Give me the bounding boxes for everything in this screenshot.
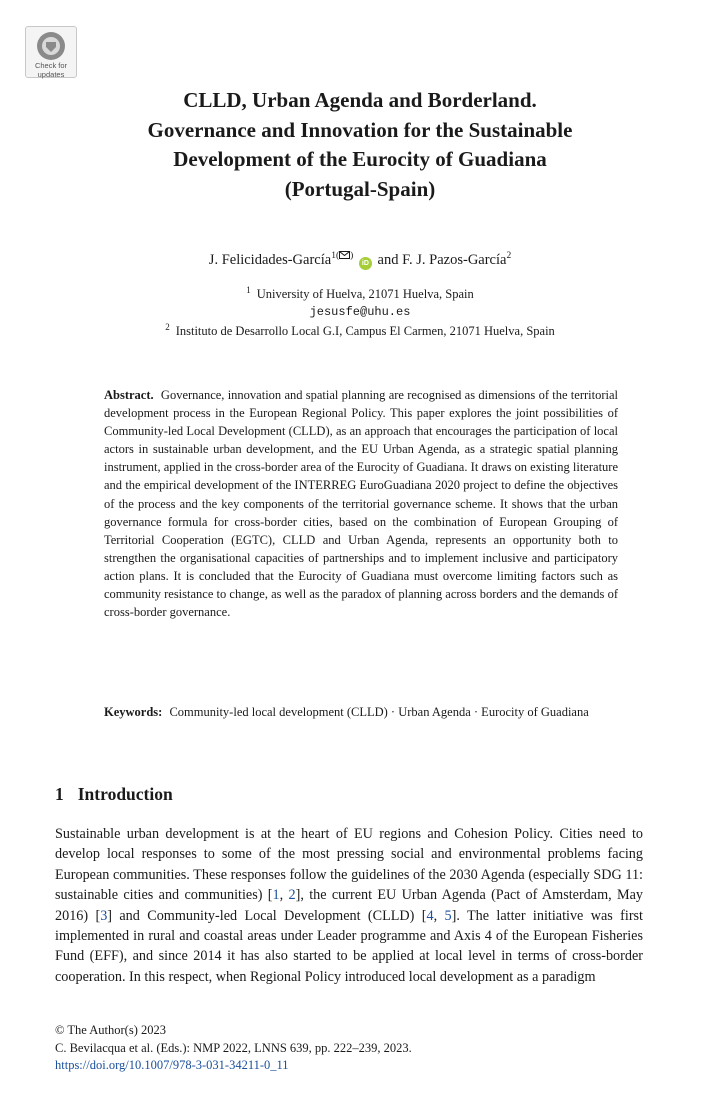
author-1-affiliation: 1( ) — [331, 251, 354, 261]
author-conjunction: and — [377, 252, 399, 268]
title-line-4: (Portugal-Spain) — [284, 176, 436, 201]
section-number: 1 — [55, 784, 64, 804]
title-line-1: CLLD, Urban Agenda and Borderland. — [183, 88, 537, 112]
body-text-3: ] and Community-led Local Development (CLLD) [ — [107, 907, 427, 924]
affiliation-1-text: University of Huelva, 21071 Huelva, Spain — [256, 287, 474, 301]
title-line-2: Governance and Innovation for the Sustainable — [147, 117, 573, 142]
keywords-label: Keywords: — [104, 705, 163, 719]
body-text-2: ], the current EU Urban Agenda (Pact of Amsterdam, May 2016) [ — [55, 887, 643, 924]
citation-3[interactable]: 3 — [100, 907, 108, 924]
citation-4[interactable]: 4 — [426, 907, 434, 924]
citation-1[interactable]: 1 — [272, 887, 280, 904]
section-title: Introduction — [77, 784, 173, 804]
affiliation-1-number: 1 — [246, 285, 251, 295]
section-heading — [55, 782, 173, 806]
check-for-updates-icon — [36, 31, 66, 61]
envelope-icon[interactable] — [339, 251, 350, 259]
author-email[interactable]: jesusfe@uhu.es — [309, 305, 411, 319]
body-text-1: Sustainable urban development is at the heart of EU regions and Cohesion Policy. Cities need to develop local responses to some of the most pressing social and environmental problems facing European communities. These responses follow the guidelines of the 2030 Agenda (especially SDG 11: sustainable cities and communities) [ — [55, 826, 643, 904]
doi-link[interactable]: https://doi.org/10.1007/978-3-031-34211-0_11 — [55, 1058, 289, 1072]
citation-line: C. Bevilacqua et al. (Eds.): NMP 2022, LNNS 639, pp. 222–239, 2023. — [55, 1040, 412, 1055]
affiliation-1 — [0, 286, 720, 303]
abstract — [104, 386, 618, 621]
check-for-updates-badge[interactable] — [25, 26, 77, 78]
affiliation-2 — [0, 323, 720, 340]
introduction-paragraph — [55, 824, 643, 987]
author-2-affiliation: 2 — [506, 251, 512, 261]
footer — [55, 1022, 655, 1075]
keywords-text: Community-led local development (CLLD) · Urban Agenda · Eurocity of Guadiana — [169, 705, 589, 719]
citation-separator-2: , — [433, 907, 445, 924]
keywords — [104, 703, 618, 722]
citation-separator-1: , — [279, 887, 289, 904]
copyright-line: © The Author(s) 2023 — [55, 1023, 166, 1037]
affiliation-2-text: Instituto de Desarrollo Local G.I, Campus El Carmen, 21071 Huelva, Spain — [175, 324, 555, 338]
abstract-text: Governance, innovation and spatial planning are recognised as dimensions of the territorial development process in the European Regional Policy. This paper explores the joint possibilities of Community-led Local Development (CLLD), as an approach that encourages the participation of local actors in sustainable urban development, and the EU Urban Agenda, as a strategic spatial planning instrument, applied in the cross-border area of the Eurocity of Guadiana. It draws on existing literature and the empirical development of the INTERREG EuroGuadiana 2020 project to define the objectives of the process and the key components of the territorial governance scheme. It shows that the urban governance formula for cross-border cities, based on the combination of European Grouping of Territorial Cooperation (EGTC), CLLD and Urban Agenda, represents an opportunity both to strengthen the organisational capacities of partnerships and to implement inclusive and participatory action plans. It is concluded that the Eurocity of Guadiana must overcome limiting factors such as community resistance to change, as well as the paradox of planning across borders and the demands of cross-border governance. — [104, 388, 618, 620]
paper-title — [0, 86, 720, 204]
badge-line-2: updates — [37, 70, 65, 79]
author-1-name: J. Felicidades-García — [208, 252, 332, 268]
citation-5[interactable]: 5 — [444, 907, 452, 924]
orcid-icon[interactable]: iD — [359, 257, 372, 270]
author-2-name: F. J. Pazos-García — [402, 252, 507, 268]
citation-2[interactable]: 2 — [288, 887, 296, 904]
body-text-4: ]. The latter initiative was first implemented in rural and coastal areas under Leader programme and Axis 4 of the European Fisheries Fund (EFF), and since 2014 it has also started to be applied at local level in terms of cross-border cooperation. In this respect, when Regional Policy introduced local development as a paradigm — [55, 907, 644, 985]
title-line-3: Development of the Eurocity of Guadiana — [173, 147, 547, 171]
affiliation-2-number: 2 — [165, 322, 170, 332]
badge-line-1: Check for — [34, 61, 68, 70]
abstract-label: Abstract. — [104, 388, 154, 402]
author-line — [0, 250, 720, 270]
